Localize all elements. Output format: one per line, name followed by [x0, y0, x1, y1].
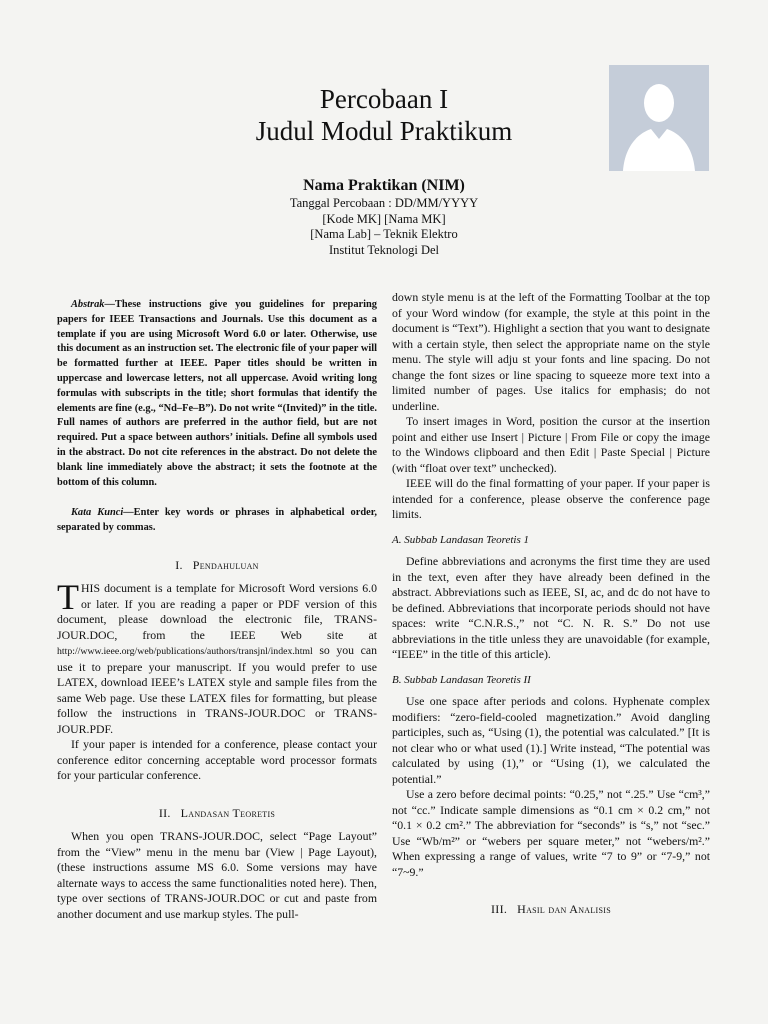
section-title: Hasil dan Analisis: [517, 902, 611, 916]
intro-paragraph-1: [57, 577, 377, 737]
ieee-link[interactable]: http://www.ieee.org/web/publications/authors/transjnl/index.html: [57, 646, 313, 658]
title-line-2: Judul Modul Praktikum: [255, 116, 513, 146]
page-title: [160, 83, 608, 147]
section-heading-2: [57, 806, 377, 822]
intro-text-b: so you can use it to prepare your manuscript. If you would prefer to use LATEX, download IEEE’s LATEX style and sample files from the same Web page. Use these LATEX files for formatting, but please follow the instructions in TRANS-JOUR.DOC or TRANS-JOUR.PDF.: [57, 643, 377, 736]
section-number: III.: [491, 902, 508, 916]
keywords-text: —Enter key words or phrases in alphabetical order, separated by commas.: [57, 507, 377, 534]
section-title: Pendahuluan: [192, 557, 259, 572]
intro-text-a: HIS document is a template for Microsoft Word versions 6.0 or later. If you are reading a paper or PDF version of this document, please download the electronic file, TRANS-JOUR.DOC, from the IEEE Web site at: [57, 581, 377, 642]
affiliation-institute: Institut Teknologi Del: [329, 242, 439, 257]
affiliation-lab: [Nama Lab] – Teknik Elektro: [310, 227, 458, 241]
right-column: [392, 290, 710, 926]
subsection-a-paragraph: Define abbreviations and acronyms the first time they are used in the text, even after they have already been defined in the abstract. Abbreviations such as IEEE, SI, ac, and dc do not have to be defined. Abbreviations that incorporate periods should not have spaces: write “C.N.R.S.,” not “C. N. R. S.” Do not use abbreviations in the title unless they are unavoidable (for example, “IEEE” in the title of this article).: [392, 554, 710, 661]
theory-paragraph-images: To insert images in Word, position the cursor at the insertion point and either use Insert | Picture | From File or copy the image to the Windows clipboard and then Edit | Paste Special | Picture (with “float over text” unchecked).: [392, 414, 710, 475]
theory-paragraph-1: When you open TRANS-JOUR.DOC, select “Page Layout” from the “View” menu in the menu bar (View | Page Layout), (these instructions assume MS 6.0. Some versions may have alternate ways to access the same functionalities noted here). Then, type over sections of TRANS-JOUR.DOC or cut and paste from another document and use markup styles. The pull-: [57, 829, 377, 921]
subsection-heading-b: B. Subbab Landasan Teoretis II: [392, 673, 531, 686]
subsection-heading-a: A. Subbab Landasan Teoretis 1: [392, 533, 530, 546]
section-number: II.: [158, 805, 171, 820]
person-placeholder-icon: [609, 65, 709, 171]
section-heading-3: [392, 902, 710, 918]
section-heading-1: [57, 558, 377, 574]
keywords-label: Kata Kunci: [71, 507, 124, 519]
section-title: Landasan Teoretis: [180, 805, 276, 820]
keywords: [57, 506, 377, 536]
title-line-1: Percobaan I: [319, 84, 449, 114]
intro-paragraph-2: If your paper is intended for a conference, please contact your conference editor concerning acceptable word processor formats for your particular conference.: [57, 737, 377, 783]
abstract-label: Abstrak: [71, 299, 105, 310]
author-name: Nama Praktikan (NIM): [303, 177, 465, 194]
affiliation-course: [Kode MK] [Nama MK]: [322, 211, 446, 226]
subsection-b-paragraph-1: Use one space after periods and colons. Hyphenate complex modifiers: “zero-field-cooled magnetization.” Avoid dangling participles, such as, “Using (1), the potential was calculated.” [It is not clear who or what used (1).] Write instead, “The potential was calculated by using (1),” or “Using (1), we calculated the potential.”: [392, 694, 710, 786]
abstract-text: —These instructions give you guidelines for preparing papers for IEEE Transactions and Journals. Use this document as a template if you are using Microsoft Word 6.0 or later. Otherwise, use this document as an instruction set. The electronic file of your paper will be formatted further at IEEE. Paper titles should be written in uppercase and lowercase letters, not all uppercase. Avoid writing long formulas with subscripts in the title; short formulas that identify the elements are fine (e.g., “Nd–Fe–B”). Do not write “(Invited)” in the title. Full names of authors are preferred in the author field, but are not required. Put a space between authors’ initials. Define all symbols used in the abstract. Do not cite references in the abstract. Do not delete the blank line immediately above the abstract; it sets the footnote at the bottom of this column.: [57, 299, 377, 488]
section-number: I.: [175, 557, 183, 572]
theory-paragraph-cont: down style menu is at the left of the Formatting Toolbar at the top of your Word window (for example, the style at this point in the document is “Text”). Highlight a section that you want to designate with a certain style, then select the appropriate name on the style menu. The style will adju st your fonts and line spacing. Do not change the font sizes or line spacing to squeeze more text into a limited number of pages. Use italics for emphasis; do not underline.: [392, 290, 710, 413]
theory-paragraph-final: IEEE will do the final formatting of your paper. If your paper is intended for a conference, please observe the conference page limits.: [392, 476, 710, 521]
drop-cap: T: [57, 577, 79, 618]
abstract: [57, 298, 377, 490]
affiliation-block: [160, 196, 608, 258]
left-column: [57, 290, 377, 922]
affiliation-date: Tanggal Percobaan : DD/MM/YYYY: [289, 196, 479, 210]
subsection-b-paragraph-2: Use a zero before decimal points: “0.25,” not “.25.” Use “cm³,” not “cc.” Indicate sample dimensions as “0.1 cm × 0.2 cm,” not “0.1 × 0.2 cm².” The abbreviation for “seconds” is “s,” not “sec.” Use “Wb/m²” or “webers per square meter,” not “webers/m².” When expressing a range of values, write “7 to 9” or “7-9,” not “7~9.”: [392, 787, 710, 879]
